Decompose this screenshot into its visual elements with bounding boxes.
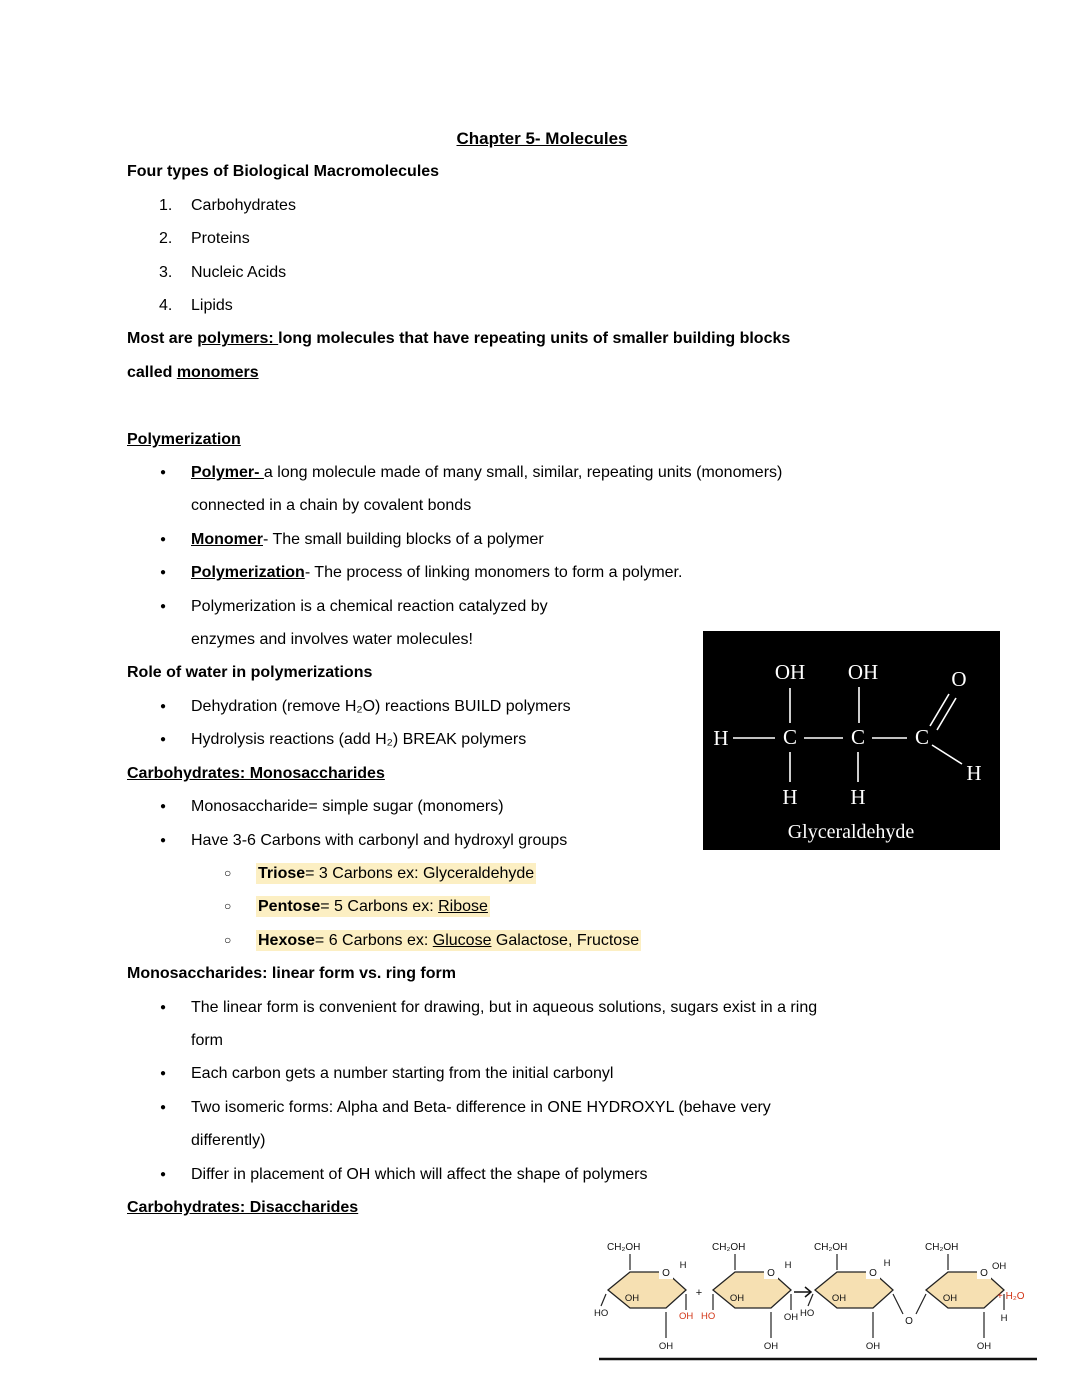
text-run: The linear form is convenient for drawing, but in aqueous solutions, sugars exist in a ring bbox=[191, 998, 818, 1016]
highlighted-text bbox=[256, 896, 490, 917]
heading-disaccharides bbox=[127, 1191, 957, 1224]
ring-oxygen-3: O bbox=[869, 1268, 877, 1279]
hollow-bullet-icon: ○ bbox=[224, 865, 232, 880]
atom-h-below-c1: H bbox=[782, 785, 798, 809]
figure-caption: Glyceraldehyde bbox=[787, 821, 915, 843]
text-run: called bbox=[127, 363, 177, 381]
list-number: 1. bbox=[159, 196, 173, 214]
text-run: Dehydration (remove H₂O) reactions BUILD polymers bbox=[191, 697, 571, 715]
hollow-bullet-icon: ○ bbox=[224, 899, 232, 914]
bullet-icon: ● bbox=[160, 1101, 167, 1113]
text-run: a long molecule made of many small, similar, repeating units (monomers) bbox=[263, 464, 783, 482]
bullet-icon: ● bbox=[160, 600, 167, 612]
ch2oh-label-2: CH₂OH bbox=[712, 1242, 746, 1253]
oh-inner-ring1: OH bbox=[624, 1293, 640, 1304]
sub-bullet-hexose bbox=[127, 924, 957, 957]
term-hexose: Hexose bbox=[258, 931, 315, 949]
bullet-icon: ● bbox=[160, 834, 167, 846]
list-number: 4. bbox=[159, 297, 173, 315]
bullet-linear-form bbox=[127, 991, 957, 1058]
ho-left-ring3: HO bbox=[800, 1308, 815, 1319]
text-run: Two isomeric forms: Alpha and Beta- difference in ONE HYDROXYL (behave very bbox=[191, 1098, 771, 1116]
glucose-ring-1 bbox=[608, 1272, 686, 1308]
atom-c3: C bbox=[914, 725, 930, 749]
bullet-monomer-definition bbox=[127, 523, 957, 556]
highlighted-text bbox=[256, 863, 536, 884]
text-run: connected in a chain by covalent bonds bbox=[191, 497, 472, 515]
glycosidic-oxygen: O bbox=[905, 1316, 913, 1327]
text-run: = 3 Carbons ex: Glyceraldehyde bbox=[305, 864, 535, 882]
text-run: differently) bbox=[191, 1132, 266, 1150]
bullet-icon: ● bbox=[160, 1168, 167, 1180]
page-title bbox=[127, 122, 957, 155]
bullet-oh-placement bbox=[127, 1158, 957, 1191]
heading-role-of-water: Role of water in polymerizations bbox=[127, 664, 373, 682]
text-run: enzymes and involves water molecules! bbox=[191, 631, 473, 649]
numbered-item-carbohydrates bbox=[127, 189, 957, 222]
text-run: Have 3-6 Carbons with carbonyl and hydroxyl groups bbox=[191, 831, 568, 849]
atom-c1: C bbox=[782, 725, 798, 749]
text-run: Each carbon gets a number starting from the initial carbonyl bbox=[191, 1065, 614, 1083]
bullet-polymerization-definition bbox=[127, 556, 957, 589]
maltose-ring-2 bbox=[926, 1272, 1004, 1308]
atom-h-right: H bbox=[966, 761, 982, 785]
list-number: 2. bbox=[159, 230, 173, 248]
heading-text: Polymerization bbox=[127, 430, 241, 448]
oh-inner-ring3: OH bbox=[831, 1293, 847, 1304]
oh-bottom-ring4: OH bbox=[976, 1341, 992, 1352]
sub-bullet-triose bbox=[127, 857, 957, 890]
text-run: - The process of linking monomers to form a polymer. bbox=[304, 564, 683, 582]
ring-oxygen-2: O bbox=[767, 1268, 775, 1279]
heading-polymerization bbox=[127, 423, 957, 456]
ho-left-ring1: HO bbox=[594, 1308, 609, 1319]
page-title-text: Chapter 5- Molecules bbox=[456, 129, 628, 148]
bullet-icon: ● bbox=[160, 467, 167, 479]
term-monomer: Monomer bbox=[191, 530, 263, 548]
carbonyl-o: O bbox=[951, 667, 967, 691]
atom-h: H bbox=[713, 726, 729, 750]
heading-four-types: Four types of Biological Macromolecules bbox=[127, 163, 440, 181]
blank-line bbox=[127, 389, 957, 422]
figure-disaccharide-reaction bbox=[593, 1232, 1040, 1367]
bullet-polymer-definition bbox=[127, 456, 957, 523]
text-run: = 5 Carbons ex: bbox=[320, 898, 439, 916]
numbered-item-lipids bbox=[127, 289, 957, 322]
oh-right-ring2: OH bbox=[783, 1312, 799, 1323]
disaccharide-reaction-drawing bbox=[593, 1232, 1040, 1367]
hydroxyl-2: OH bbox=[847, 660, 879, 684]
bullet-icon: ● bbox=[160, 567, 167, 579]
text-run: Most are bbox=[127, 330, 198, 348]
text-run: - The small building blocks of a polymer bbox=[263, 530, 544, 548]
term-pentose: Pentose bbox=[258, 898, 321, 916]
list-item-text: Nucleic Acids bbox=[191, 263, 287, 281]
oh-inner-ring4: OH bbox=[942, 1293, 958, 1304]
atom-c2: C bbox=[850, 725, 866, 749]
list-item-text: Carbohydrates bbox=[191, 196, 296, 214]
h-label-ring3: H bbox=[883, 1258, 891, 1269]
maltose-ring-1 bbox=[815, 1272, 893, 1308]
text-run-underlined: Ribose bbox=[438, 898, 488, 916]
atom-h-below-c2: H bbox=[850, 785, 866, 809]
bullet-icon: ● bbox=[160, 533, 167, 545]
bullet-icon: ● bbox=[160, 1001, 167, 1013]
oh-bottom-ring1: OH bbox=[658, 1341, 674, 1352]
text-run: Galactose, Fructose bbox=[491, 931, 640, 949]
bullet-icon: ● bbox=[160, 1068, 167, 1080]
polymers-note bbox=[127, 322, 957, 389]
heading-text: Carbohydrates: Disaccharides bbox=[127, 1198, 359, 1216]
text-run: = 6 Carbons ex: bbox=[314, 931, 433, 949]
ch2oh-label-1: CH₂OH bbox=[607, 1242, 641, 1253]
red-oh-leaving: OH bbox=[679, 1311, 694, 1322]
text-run: long molecules that have repeating units of smaller building blocks bbox=[278, 330, 791, 348]
heading-text: Carbohydrates: Monosaccharides bbox=[127, 764, 385, 782]
text-run: Hydrolysis reactions (add H₂) BREAK polymers bbox=[191, 731, 527, 749]
plus-sign: + bbox=[695, 1287, 703, 1299]
reaction-arrow-icon bbox=[794, 1287, 811, 1297]
text-run-underlined: monomers bbox=[176, 363, 259, 381]
hollow-bullet-icon: ○ bbox=[224, 932, 232, 947]
ring-oxygen-4: O bbox=[980, 1268, 988, 1279]
term-triose: Triose bbox=[258, 864, 306, 882]
glucose-ring-2 bbox=[713, 1272, 791, 1308]
ch2oh-label-4: CH₂OH bbox=[925, 1242, 959, 1253]
oh-top-ring4: OH bbox=[992, 1261, 1007, 1272]
list-number: 3. bbox=[159, 263, 173, 281]
oh-inner-ring2: OH bbox=[729, 1293, 745, 1304]
list-item-text: Lipids bbox=[191, 297, 233, 315]
h-label-ring1: H bbox=[679, 1260, 687, 1271]
ring-oxygen-1: O bbox=[662, 1268, 670, 1279]
bullet-icon: ● bbox=[160, 700, 167, 712]
numbered-item-proteins bbox=[127, 222, 957, 255]
glyceraldehyde-structure-drawing bbox=[703, 631, 1000, 850]
text-run: form bbox=[191, 1031, 223, 1049]
ch2oh-label-3: CH₂OH bbox=[814, 1242, 848, 1253]
oh-bottom-ring3: OH bbox=[865, 1341, 881, 1352]
bullet-icon: ● bbox=[160, 801, 167, 813]
figure-glyceraldehyde bbox=[703, 631, 1000, 850]
text-run: Differ in placement of OH which will affect the shape of polymers bbox=[191, 1165, 648, 1183]
heading-linear-vs-ring: Monosaccharides: linear form vs. ring form bbox=[127, 965, 456, 983]
water-product-label: + H₂O bbox=[997, 1291, 1025, 1302]
hydroxyl-1: OH bbox=[774, 660, 806, 684]
text-run: Monosaccharide= simple sugar (monomers) bbox=[191, 798, 504, 816]
highlighted-text bbox=[256, 930, 641, 951]
bullet-icon: ● bbox=[160, 734, 167, 746]
text-run-underlined: Glucose bbox=[432, 931, 492, 949]
oh-bottom-ring2: OH bbox=[763, 1341, 779, 1352]
text-run-underlined: polymers: bbox=[197, 330, 279, 348]
red-ho-leaving: HO bbox=[701, 1311, 716, 1322]
sub-bullet-pentose bbox=[127, 890, 957, 923]
numbered-item-nucleic-acids bbox=[127, 256, 957, 289]
h-label-ring2: H bbox=[784, 1260, 792, 1271]
term-polymer: Polymer- bbox=[191, 464, 264, 482]
bullet-isomeric-forms bbox=[127, 1091, 957, 1158]
h-label-ring4: H bbox=[1000, 1313, 1008, 1324]
term-polymerization: Polymerization bbox=[191, 564, 305, 582]
list-item-text: Proteins bbox=[191, 230, 250, 248]
bullet-carbon-numbering bbox=[127, 1057, 957, 1090]
text-run: Polymerization is a chemical reaction catalyzed by bbox=[191, 597, 548, 615]
